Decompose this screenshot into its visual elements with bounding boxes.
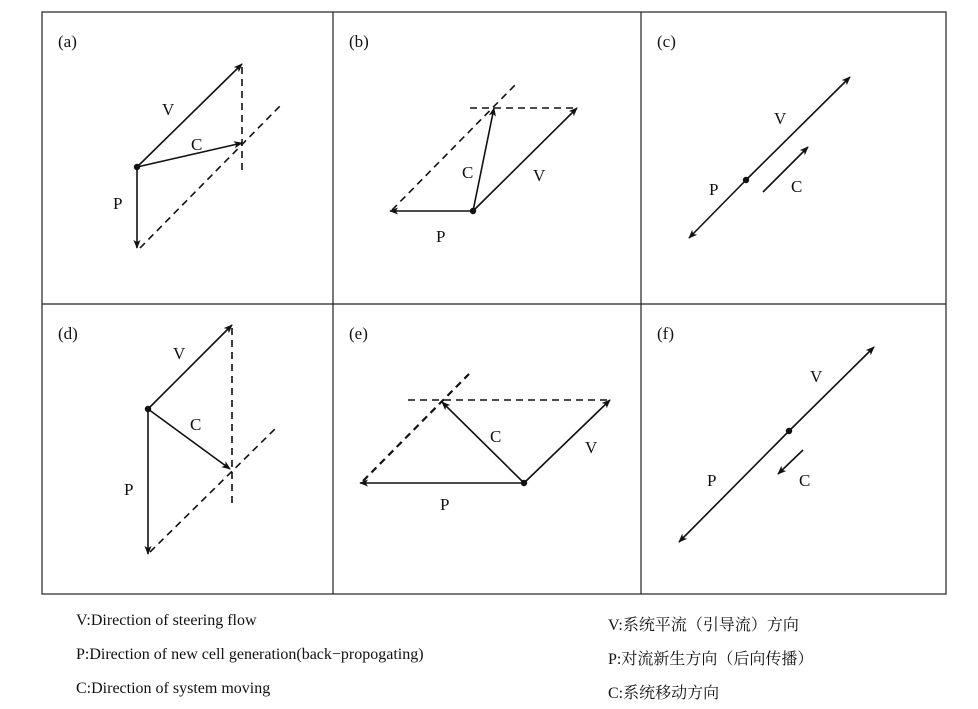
panel-f-p-arrow bbox=[679, 431, 789, 542]
panel-a bbox=[137, 64, 280, 248]
panel-a-dashed-diagonal bbox=[140, 106, 280, 248]
panel-f-v-arrow bbox=[789, 347, 874, 431]
panel-b-dashed-diagonal bbox=[392, 84, 516, 210]
panel-f-p-label: P bbox=[707, 471, 717, 490]
panel-d-v-arrow bbox=[148, 325, 232, 409]
legend-cn-p: P:对流新生方向（后向传播） bbox=[608, 651, 814, 668]
panel-c-tag: (c) bbox=[657, 32, 676, 51]
panel-c bbox=[689, 77, 850, 238]
panel-d-c-label: C bbox=[190, 415, 202, 434]
panel-f bbox=[679, 347, 874, 542]
panel-b bbox=[390, 84, 577, 211]
panel-e-origin-dot bbox=[521, 480, 527, 486]
legend-en-v: V:Direction of steering flow bbox=[76, 612, 257, 629]
panel-e-dashed-diagonal bbox=[363, 374, 469, 481]
panel-f-tag: (f) bbox=[657, 324, 674, 343]
panel-b-c-label: C bbox=[462, 163, 474, 182]
panel-e-c-arrow bbox=[442, 402, 524, 483]
panel-d-p-label: P bbox=[124, 480, 134, 499]
panel-d-dashed-diagonal bbox=[150, 427, 277, 552]
panel-a-tag: (a) bbox=[58, 32, 77, 51]
panel-c-v-label: V bbox=[774, 109, 787, 128]
legend-cn-c: C:系统移动方向 bbox=[608, 685, 720, 702]
legend-en-c: C:Direction of system moving bbox=[76, 680, 271, 697]
panel-d-v-label: V bbox=[173, 344, 186, 363]
panel-e-tag: (e) bbox=[349, 324, 368, 343]
panel-a-p-label: P bbox=[113, 194, 123, 213]
panel-a-c-arrow bbox=[137, 143, 242, 167]
panel-d-origin-dot bbox=[145, 406, 151, 412]
panel-b-p-label: P bbox=[436, 227, 446, 246]
panel-d-c-arrow bbox=[148, 409, 230, 469]
panel-f-v-label: V bbox=[810, 367, 823, 386]
legend-en-p: P:Direction of new cell generation(back−propogating) bbox=[76, 646, 424, 663]
panel-grid bbox=[42, 12, 946, 594]
panel-d bbox=[148, 325, 277, 554]
panel-e-c-label: C bbox=[490, 427, 502, 446]
panel-d-tag: (d) bbox=[58, 324, 78, 343]
panel-a-origin-dot bbox=[134, 164, 140, 170]
panel-e-p-label: P bbox=[440, 495, 450, 514]
panel-f-c-label: C bbox=[799, 471, 811, 490]
panel-a-c-label: C bbox=[191, 135, 203, 154]
panel-b-v-label: V bbox=[533, 166, 546, 185]
panel-e-v-label: V bbox=[585, 438, 598, 457]
panel-c-c-label: C bbox=[791, 177, 803, 196]
panel-a-v-label: V bbox=[162, 100, 175, 119]
panel-f-origin-dot bbox=[786, 428, 792, 434]
legend-cn-v: V:系统平流（引导流）方向 bbox=[608, 617, 799, 634]
panel-e bbox=[360, 374, 610, 483]
panel-c-p-label: P bbox=[709, 180, 719, 199]
panel-b-origin-dot bbox=[470, 208, 476, 214]
panel-b-v-arrow bbox=[473, 108, 577, 211]
panel-b-tag: (b) bbox=[349, 32, 369, 51]
panel-c-v-arrow bbox=[746, 77, 850, 180]
panel-a-v-arrow bbox=[137, 64, 242, 167]
panel-c-origin-dot bbox=[743, 177, 749, 183]
